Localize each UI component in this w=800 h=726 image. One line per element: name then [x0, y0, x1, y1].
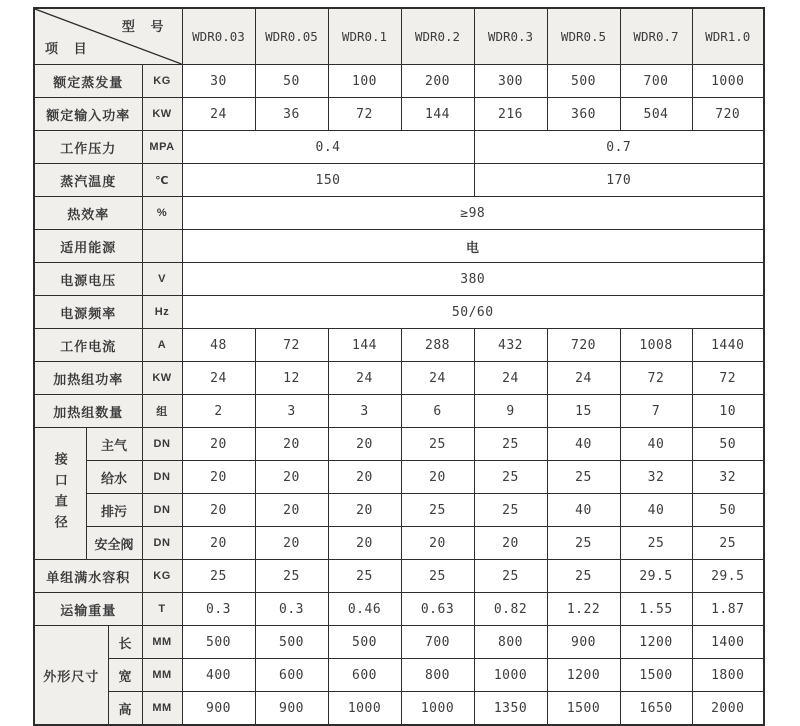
value-cell: 144 — [401, 98, 474, 131]
value-cell: 20 — [401, 461, 474, 494]
value-cell: 24 — [474, 362, 547, 395]
value-cell: 20 — [182, 527, 255, 560]
table-row — [34, 230, 764, 263]
model-header: WDR1.0 — [692, 8, 764, 65]
value-cell: 6 — [401, 395, 474, 428]
row-label: 蒸汽温度 — [34, 164, 142, 197]
value-cell: 24 — [547, 362, 620, 395]
unit-cell: DN — [142, 428, 182, 461]
model-header: WDR0.3 — [474, 8, 547, 65]
unit-cell: DN — [142, 527, 182, 560]
value-cell-span: 0.7 — [474, 131, 764, 164]
value-cell: 50 — [692, 428, 764, 461]
header-row — [34, 8, 764, 65]
value-cell: 0.46 — [328, 593, 401, 626]
row-label: 适用能源 — [34, 230, 142, 263]
value-cell: 1800 — [692, 659, 764, 692]
value-cell: 20 — [255, 494, 328, 527]
unit-cell: Hz — [142, 296, 182, 329]
model-header: WDR0.1 — [328, 8, 401, 65]
row-label: 热效率 — [34, 197, 142, 230]
value-cell: 25 — [401, 428, 474, 461]
value-cell: 20 — [474, 527, 547, 560]
value-cell: 20 — [328, 461, 401, 494]
table-row — [34, 362, 764, 395]
row-label: 电源电压 — [34, 263, 142, 296]
unit-cell: % — [142, 197, 182, 230]
value-cell: 500 — [255, 626, 328, 659]
value-cell: 36 — [255, 98, 328, 131]
value-cell: 25 — [474, 428, 547, 461]
value-cell: 24 — [401, 362, 474, 395]
sub-row-label: 宽 — [108, 659, 142, 692]
value-cell: 20 — [328, 428, 401, 461]
unit-cell: DN — [142, 494, 182, 527]
group-label-pipe-diameter: 接口直径 — [34, 428, 86, 560]
sub-row-label: 长 — [108, 626, 142, 659]
unit-cell: A — [142, 329, 182, 362]
value-cell: 20 — [255, 428, 328, 461]
value-cell: 800 — [474, 626, 547, 659]
value-cell: 25 — [401, 560, 474, 593]
value-cell: 24 — [182, 98, 255, 131]
value-cell: 20 — [182, 461, 255, 494]
value-cell: 900 — [182, 692, 255, 726]
value-cell: 500 — [547, 65, 620, 98]
value-cell: 504 — [620, 98, 692, 131]
value-cell: 1.55 — [620, 593, 692, 626]
table-row — [34, 329, 764, 362]
value-cell: 25 — [620, 527, 692, 560]
unit-cell: V — [142, 263, 182, 296]
value-cell: 0.82 — [474, 593, 547, 626]
value-cell: 0.63 — [401, 593, 474, 626]
row-label: 单组满水容积 — [34, 560, 142, 593]
value-cell: 1200 — [547, 659, 620, 692]
value-cell: 400 — [182, 659, 255, 692]
value-cell: 72 — [692, 362, 764, 395]
value-cell: 20 — [401, 527, 474, 560]
value-cell: 360 — [547, 98, 620, 131]
row-label: 额定输入功率 — [34, 98, 142, 131]
value-cell: 216 — [474, 98, 547, 131]
model-header: WDR0.05 — [255, 8, 328, 65]
value-cell: 24 — [182, 362, 255, 395]
value-cell: 700 — [620, 65, 692, 98]
value-cell: 200 — [401, 65, 474, 98]
value-cell: 700 — [401, 626, 474, 659]
value-cell: 800 — [401, 659, 474, 692]
value-cell: 288 — [401, 329, 474, 362]
table-row — [34, 263, 764, 296]
value-cell: 900 — [547, 626, 620, 659]
value-cell: 25 — [328, 560, 401, 593]
value-cell: 1000 — [328, 692, 401, 726]
value-cell: 20 — [328, 527, 401, 560]
value-cell-span: 170 — [474, 164, 764, 197]
table-row — [34, 131, 764, 164]
row-label: 加热组功率 — [34, 362, 142, 395]
value-cell: 40 — [620, 494, 692, 527]
table-row — [34, 527, 764, 560]
value-cell: 600 — [328, 659, 401, 692]
value-cell: 500 — [328, 626, 401, 659]
value-cell: 10 — [692, 395, 764, 428]
value-cell: 40 — [547, 494, 620, 527]
value-cell: 3 — [328, 395, 401, 428]
value-cell-span: 150 — [182, 164, 474, 197]
value-cell: 32 — [692, 461, 764, 494]
table-row — [34, 428, 764, 461]
unit-cell: MM — [142, 626, 182, 659]
sub-row-label: 排污 — [86, 494, 142, 527]
row-label: 工作电流 — [34, 329, 142, 362]
table-row — [34, 461, 764, 494]
value-cell: 1000 — [401, 692, 474, 726]
table-row — [34, 197, 764, 230]
unit-cell: T — [142, 593, 182, 626]
table-row — [34, 659, 764, 692]
sub-row-label: 主气 — [86, 428, 142, 461]
unit-cell: MM — [142, 692, 182, 726]
value-cell: 7 — [620, 395, 692, 428]
value-cell: 500 — [182, 626, 255, 659]
value-cell: 720 — [547, 329, 620, 362]
table-row — [34, 296, 764, 329]
value-cell-span: 0.4 — [182, 131, 474, 164]
corner-cell — [34, 8, 182, 65]
value-cell: 25 — [692, 527, 764, 560]
sub-row-label: 安全阀 — [86, 527, 142, 560]
value-cell: 20 — [255, 461, 328, 494]
value-cell: 40 — [547, 428, 620, 461]
value-cell: 1.22 — [547, 593, 620, 626]
group-label-dimensions: 外形尺寸 — [34, 626, 108, 726]
value-cell: 30 — [182, 65, 255, 98]
spec-table — [33, 7, 765, 726]
value-cell-full: 50/60 — [182, 296, 764, 329]
row-label: 电源频率 — [34, 296, 142, 329]
value-cell: 15 — [547, 395, 620, 428]
value-cell-full: 电 — [182, 230, 764, 263]
value-cell: 1400 — [692, 626, 764, 659]
value-cell: 72 — [255, 329, 328, 362]
sub-row-label: 高 — [108, 692, 142, 726]
value-cell: 20 — [182, 428, 255, 461]
value-cell: 25 — [474, 560, 547, 593]
value-cell: 1440 — [692, 329, 764, 362]
table-row — [34, 395, 764, 428]
value-cell: 40 — [620, 428, 692, 461]
unit-cell: KG — [142, 65, 182, 98]
value-cell: 2 — [182, 395, 255, 428]
value-cell: 20 — [255, 527, 328, 560]
table-row — [34, 626, 764, 659]
value-cell: 32 — [620, 461, 692, 494]
value-cell: 1650 — [620, 692, 692, 726]
value-cell: 20 — [328, 494, 401, 527]
value-cell: 12 — [255, 362, 328, 395]
value-cell: 24 — [328, 362, 401, 395]
value-cell: 1350 — [474, 692, 547, 726]
value-cell: 1000 — [692, 65, 764, 98]
unit-cell: KW — [142, 98, 182, 131]
value-cell: 72 — [620, 362, 692, 395]
value-cell: 29.5 — [620, 560, 692, 593]
table-row — [34, 560, 764, 593]
row-label: 工作压力 — [34, 131, 142, 164]
row-label: 额定蒸发量 — [34, 65, 142, 98]
value-cell: 0.3 — [182, 593, 255, 626]
value-cell: 25 — [182, 560, 255, 593]
value-cell: 1000 — [474, 659, 547, 692]
value-cell-full: 380 — [182, 263, 764, 296]
unit-cell — [142, 230, 182, 263]
table-row — [34, 494, 764, 527]
value-cell: 0.3 — [255, 593, 328, 626]
value-cell: 3 — [255, 395, 328, 428]
unit-cell: MPA — [142, 131, 182, 164]
value-cell: 900 — [255, 692, 328, 726]
row-label: 运输重量 — [34, 593, 142, 626]
value-cell: 1008 — [620, 329, 692, 362]
unit-cell: 组 — [142, 395, 182, 428]
value-cell: 1500 — [547, 692, 620, 726]
unit-cell: MM — [142, 659, 182, 692]
table-row — [34, 593, 764, 626]
value-cell: 9 — [474, 395, 547, 428]
table-row — [34, 65, 764, 98]
value-cell: 29.5 — [692, 560, 764, 593]
corner-label-model: 型 号 — [121, 19, 170, 34]
unit-cell: DN — [142, 461, 182, 494]
table-row — [34, 98, 764, 131]
value-cell: 720 — [692, 98, 764, 131]
value-cell: 48 — [182, 329, 255, 362]
value-cell: 72 — [328, 98, 401, 131]
value-cell: 25 — [547, 461, 620, 494]
model-header: WDR0.7 — [620, 8, 692, 65]
value-cell: 100 — [328, 65, 401, 98]
table-row — [34, 692, 764, 726]
unit-cell: KG — [142, 560, 182, 593]
sub-row-label: 给水 — [86, 461, 142, 494]
value-cell: 50 — [255, 65, 328, 98]
value-cell: 1200 — [620, 626, 692, 659]
value-cell: 20 — [182, 494, 255, 527]
value-cell: 25 — [255, 560, 328, 593]
value-cell: 1.87 — [692, 593, 764, 626]
value-cell: 50 — [692, 494, 764, 527]
value-cell: 600 — [255, 659, 328, 692]
value-cell-full: ≥98 — [182, 197, 764, 230]
model-header: WDR0.5 — [547, 8, 620, 65]
table-row — [34, 164, 764, 197]
value-cell: 300 — [474, 65, 547, 98]
value-cell: 25 — [401, 494, 474, 527]
value-cell: 25 — [474, 494, 547, 527]
unit-cell: KW — [142, 362, 182, 395]
unit-cell: ℃ — [142, 164, 182, 197]
model-header: WDR0.03 — [182, 8, 255, 65]
row-label: 加热组数量 — [34, 395, 142, 428]
model-header: WDR0.2 — [401, 8, 474, 65]
value-cell: 432 — [474, 329, 547, 362]
value-cell: 25 — [547, 527, 620, 560]
value-cell: 25 — [474, 461, 547, 494]
corner-label-item: 项 目 — [45, 41, 93, 56]
value-cell: 2000 — [692, 692, 764, 726]
value-cell: 144 — [328, 329, 401, 362]
value-cell: 25 — [547, 560, 620, 593]
value-cell: 1500 — [620, 659, 692, 692]
